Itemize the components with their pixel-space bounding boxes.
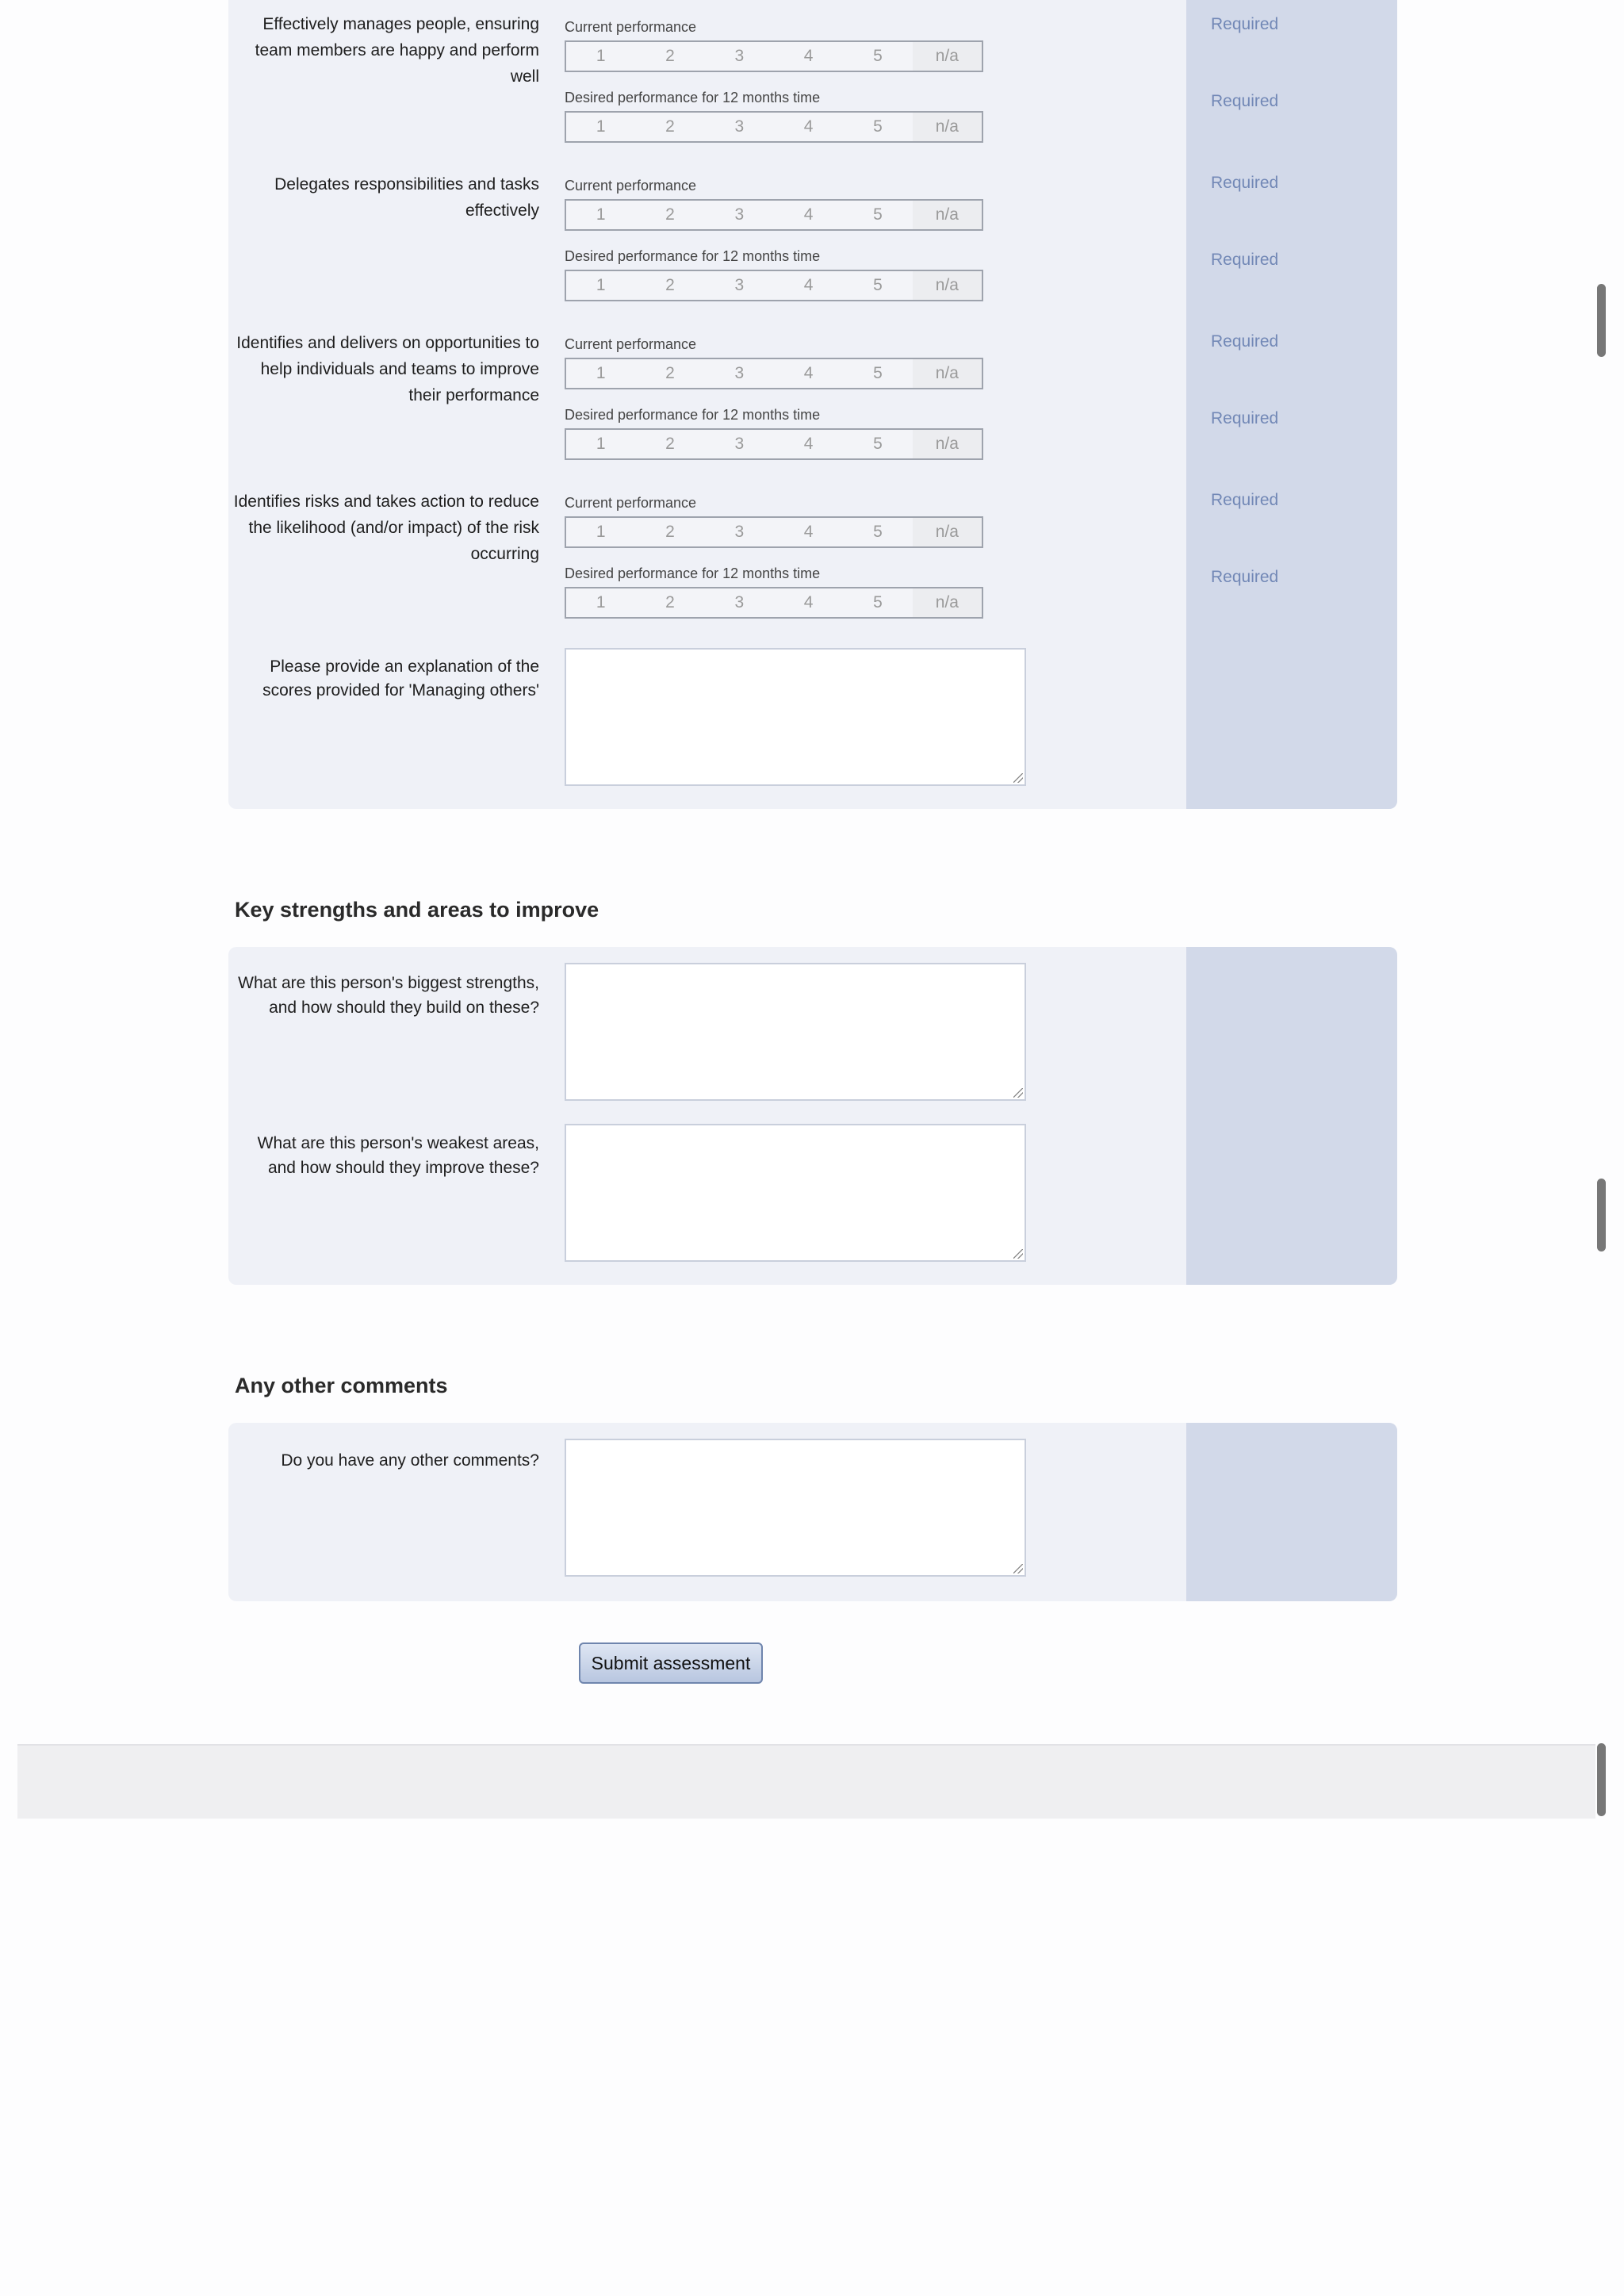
rating-option[interactable]: 5 bbox=[873, 435, 883, 453]
required-indicator: Required bbox=[1211, 92, 1279, 110]
rating-option[interactable]: 1 bbox=[596, 47, 606, 65]
rating-option[interactable]: 4 bbox=[803, 47, 814, 65]
current-performance-label: Current performance bbox=[565, 178, 697, 194]
rating-option-na[interactable]: n/a bbox=[913, 359, 982, 388]
side-column bbox=[1186, 947, 1397, 1285]
key-strengths-heading: Key strengths and areas to improve bbox=[235, 898, 599, 922]
required-indicator: Required bbox=[1211, 332, 1279, 351]
desired-performance-rating[interactable] bbox=[565, 111, 983, 143]
desired-performance-rating[interactable] bbox=[565, 428, 983, 460]
rating-option[interactable]: 1 bbox=[596, 435, 606, 453]
resize-grip-icon[interactable] bbox=[1013, 1088, 1023, 1098]
submit-assessment-button[interactable]: Submit assessment bbox=[579, 1642, 763, 1684]
required-column bbox=[1186, 0, 1397, 809]
rating-option[interactable]: 2 bbox=[665, 523, 675, 541]
rating-option[interactable]: 1 bbox=[596, 117, 606, 136]
rating-option[interactable]: 5 bbox=[873, 117, 883, 136]
desired-performance-rating[interactable] bbox=[565, 587, 983, 619]
desired-performance-label: Desired performance for 12 months time bbox=[565, 407, 821, 423]
question-label: Identifies and delivers on opportunities to help individuals and teams to improve their performance bbox=[236, 334, 539, 404]
rating-option[interactable]: 4 bbox=[803, 276, 814, 294]
strengths-textarea[interactable] bbox=[565, 963, 1026, 1101]
desired-performance-label: Desired performance for 12 months time bbox=[565, 565, 821, 581]
current-performance-rating[interactable] bbox=[565, 516, 983, 548]
desired-performance-rating[interactable] bbox=[565, 270, 983, 301]
rating-option[interactable]: 3 bbox=[734, 276, 745, 294]
rating-option[interactable]: 3 bbox=[734, 593, 745, 611]
current-performance-rating[interactable] bbox=[565, 40, 983, 72]
rating-option[interactable]: 5 bbox=[873, 364, 883, 382]
rating-option[interactable]: 1 bbox=[596, 593, 606, 611]
question-label: Identifies risks and takes action to reduce the likelihood (and/or impact) of the risk occurring bbox=[233, 493, 539, 563]
rating-option[interactable]: 2 bbox=[665, 593, 675, 611]
current-performance-label: Current performance bbox=[565, 495, 697, 511]
rating-option[interactable]: 3 bbox=[734, 523, 745, 541]
rating-option[interactable]: 5 bbox=[873, 205, 883, 224]
resize-grip-icon[interactable] bbox=[1013, 1249, 1023, 1259]
required-indicator: Required bbox=[1211, 491, 1279, 509]
scrollbar-thumb[interactable] bbox=[1597, 284, 1606, 357]
required-indicator: Required bbox=[1211, 15, 1279, 33]
resize-grip-icon[interactable] bbox=[1013, 1564, 1023, 1573]
rating-option[interactable]: 2 bbox=[665, 47, 675, 65]
rating-option[interactable]: 4 bbox=[803, 593, 814, 611]
rating-option[interactable]: 4 bbox=[803, 523, 814, 541]
other-comments-heading: Any other comments bbox=[235, 1374, 448, 1397]
required-indicator: Required bbox=[1211, 251, 1279, 269]
current-performance-rating[interactable] bbox=[565, 199, 983, 231]
weakest-areas-textarea[interactable] bbox=[565, 1124, 1026, 1262]
rating-option[interactable]: 1 bbox=[596, 523, 606, 541]
rating-option[interactable]: 3 bbox=[734, 205, 745, 224]
current-performance-rating[interactable] bbox=[565, 358, 983, 389]
rating-option[interactable]: 5 bbox=[873, 276, 883, 294]
current-performance-label: Current performance bbox=[565, 336, 697, 352]
rating-option[interactable]: 5 bbox=[873, 593, 883, 611]
rating-option-na[interactable]: n/a bbox=[913, 588, 982, 617]
question-label: Effectively manages people, ensuring team members are happy and perform well bbox=[255, 15, 539, 86]
other-comments-label: Do you have any other comments? bbox=[281, 1451, 539, 1470]
rating-option[interactable]: 1 bbox=[596, 364, 606, 382]
required-indicator: Required bbox=[1211, 174, 1279, 192]
current-performance-label: Current performance bbox=[565, 19, 697, 35]
desired-performance-label: Desired performance for 12 months time bbox=[565, 90, 821, 105]
rating-option[interactable]: 3 bbox=[734, 364, 745, 382]
rating-option[interactable]: 5 bbox=[873, 47, 883, 65]
rating-option[interactable]: 4 bbox=[803, 117, 814, 136]
desired-performance-label: Desired performance for 12 months time bbox=[565, 248, 821, 264]
rating-option[interactable]: 2 bbox=[665, 435, 675, 453]
rating-option[interactable]: 4 bbox=[803, 205, 814, 224]
rating-option[interactable]: 3 bbox=[734, 117, 745, 136]
rating-option[interactable]: 2 bbox=[665, 117, 675, 136]
rating-option[interactable]: 3 bbox=[734, 435, 745, 453]
rating-option[interactable]: 5 bbox=[873, 523, 883, 541]
strengths-label: What are this person's biggest strengths, and how should they build on these? bbox=[238, 974, 539, 1017]
rating-option[interactable]: 2 bbox=[665, 364, 675, 382]
scrollbar-thumb[interactable] bbox=[1597, 1179, 1606, 1251]
page-footer bbox=[17, 1744, 1595, 1819]
rating-option-na[interactable]: n/a bbox=[913, 201, 982, 229]
explanation-label: Please provide an explanation of the scores provided for 'Managing others' bbox=[262, 657, 539, 700]
rating-option[interactable]: 4 bbox=[803, 364, 814, 382]
side-column bbox=[1186, 1423, 1397, 1601]
scrollbar-thumb[interactable] bbox=[1597, 1743, 1606, 1816]
rating-option[interactable]: 3 bbox=[734, 47, 745, 65]
weakest-areas-label: What are this person's weakest areas, and how should they improve these? bbox=[257, 1134, 539, 1177]
rating-option-na[interactable]: n/a bbox=[913, 430, 982, 458]
rating-option[interactable]: 2 bbox=[665, 205, 675, 224]
resize-grip-icon[interactable] bbox=[1013, 773, 1023, 783]
rating-option[interactable]: 4 bbox=[803, 435, 814, 453]
rating-option[interactable]: 2 bbox=[665, 276, 675, 294]
explanation-textarea[interactable] bbox=[565, 648, 1026, 786]
rating-option-na[interactable]: n/a bbox=[913, 113, 982, 141]
required-indicator: Required bbox=[1211, 568, 1279, 586]
other-comments-textarea[interactable] bbox=[565, 1439, 1026, 1577]
rating-option-na[interactable]: n/a bbox=[913, 271, 982, 300]
rating-option[interactable]: 1 bbox=[596, 205, 606, 224]
question-label: Delegates responsibilities and tasks effectively bbox=[274, 175, 539, 220]
rating-option-na[interactable]: n/a bbox=[913, 42, 982, 71]
rating-option-na[interactable]: n/a bbox=[913, 518, 982, 546]
rating-option[interactable]: 1 bbox=[596, 276, 606, 294]
required-indicator: Required bbox=[1211, 409, 1279, 427]
